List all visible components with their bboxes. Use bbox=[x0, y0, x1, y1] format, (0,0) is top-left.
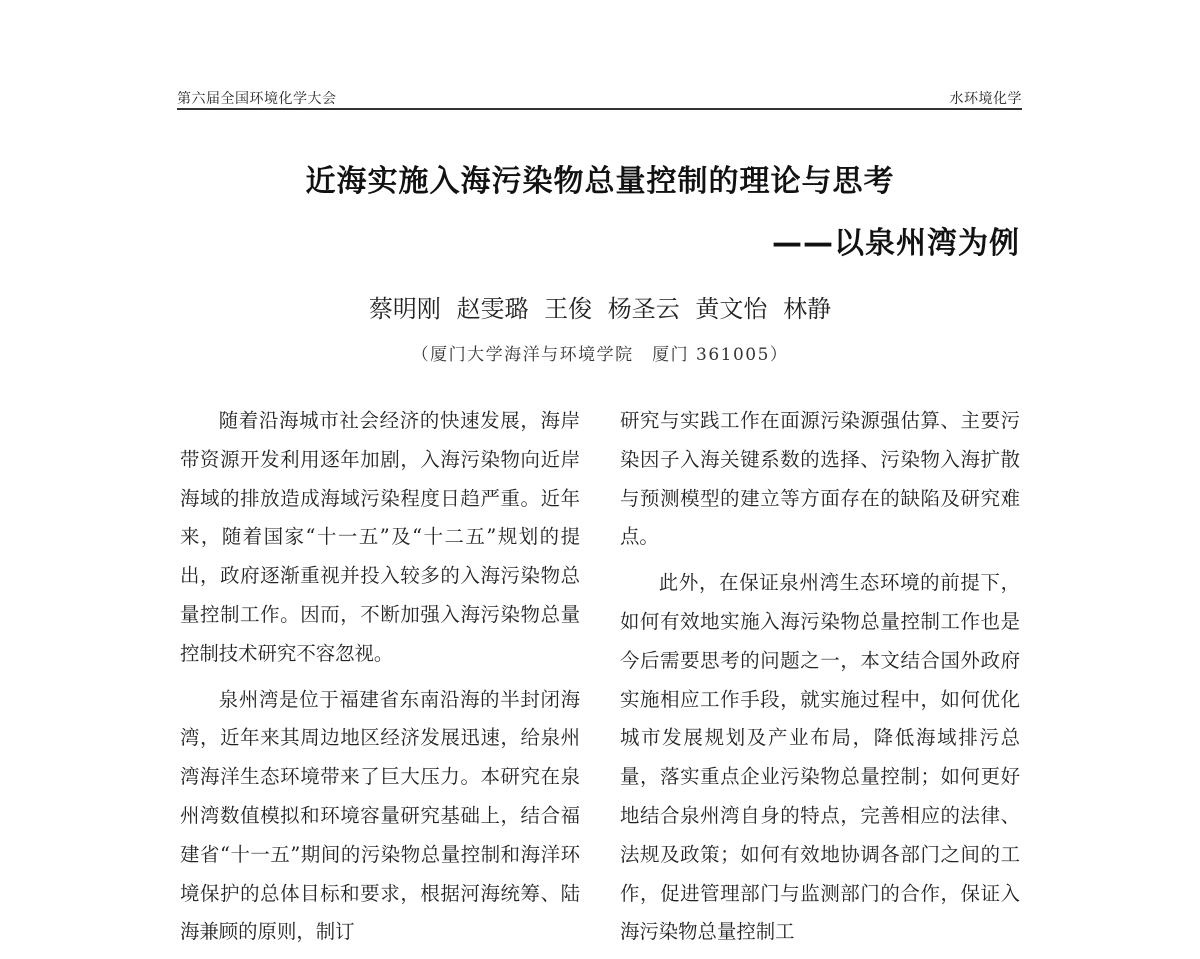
body-paragraph: 泉州湾是位于福建省东南沿海的半封闭海湾，近年来其周边地区经济发展迅速，给泉州湾海洋生态环境带来了巨大压力。本研究在泉州湾数值模拟和环境容量研究基础上，结合福建省“十一五”期间的污染物总量控制和海洋环境保护的总体目标和要求，根据河海统筹、陆海兼顾的原则，制订 bbox=[180, 687, 580, 944]
author-list: 蔡明刚 赵雯璐 王俊 杨圣云 黄文怡 林静 bbox=[368, 295, 832, 323]
paper-subtitle: ——以泉州湾为例 bbox=[772, 226, 1020, 261]
body-paragraph: 研究与实践工作在面源污染源强估算、主要污染因子入海关键系数的选择、污染物入海扩散与预测模型的建立等方面存在的缺陷及研究难点。 bbox=[620, 409, 1020, 549]
running-header bbox=[177, 86, 1022, 112]
header-divider bbox=[177, 108, 1022, 110]
body-paragraph: 随着沿海城市社会经济的快速发展，海岸带资源开发利用逐年加剧，入海污染物向近岸海域的排放造成海域污染程度日趋严重。近年来，随着国家“十一五”及“十二五”规划的提出，政府逐渐重视并投入较多的入海污染物总量控制工作。因而，不断加强入海污染物总量控制技术研究不容忽视。 bbox=[180, 409, 580, 665]
conference-name: 第六届全国环境化学大会 bbox=[177, 91, 337, 107]
section-name: 水环境化学 bbox=[949, 91, 1022, 107]
body-column-right bbox=[620, 402, 1020, 959]
paper-title: 近海实施入海污染物总量控制的理论与思考 bbox=[305, 164, 895, 199]
body-column-left bbox=[180, 402, 580, 959]
body-paragraph: 此外，在保证泉州湾生态环境的前提下，如何有效地实施入海污染物总量控制工作也是今后需要思考的问题之一，本文结合国外政府实施相应工作手段，就实施过程中，如何优化城市发展规划及产业布局，降低海域排污总量，落实重点企业污染物总量控制；如何更好地结合泉州湾自身的特点，完善相应的法律、法规及政策；如何有效地协调各部门之间的工作，促进管理部门与监测部门的合作，保证入海污染物总量控制工 bbox=[620, 571, 1020, 944]
author-affiliation: （厦门大学海洋与环境学院 厦门 361005） bbox=[411, 345, 789, 365]
